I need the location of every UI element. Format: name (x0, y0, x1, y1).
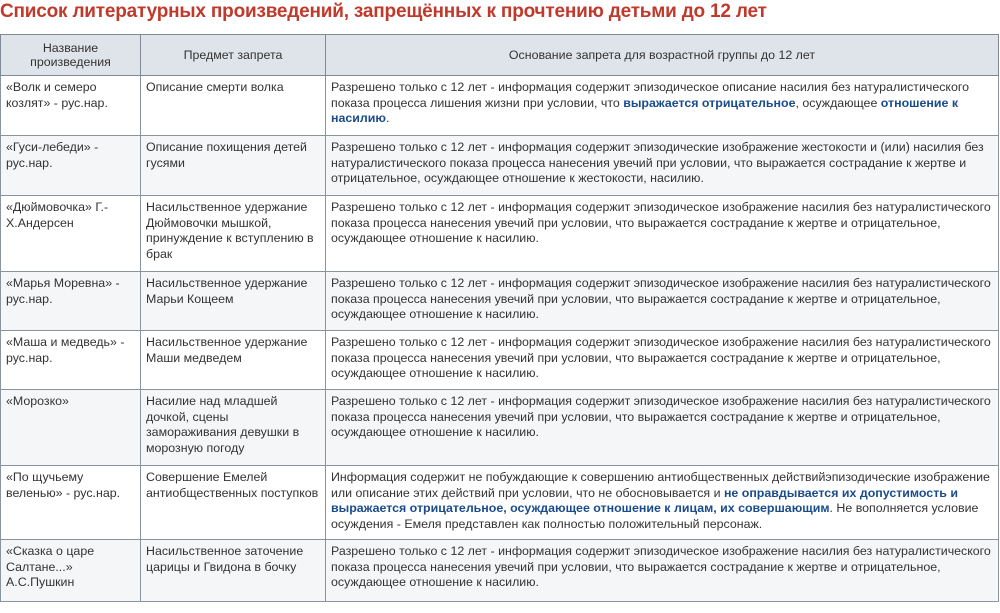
page-title: Список литературных произведений, запрещённых к прочтению детьми до 12 лет (0, 1, 767, 22)
ban-basis: Разрешено только с 12 лет - информация содержит эпизодическое изображение насилия без натуралистического показа процесса нанесения увечий при условии, что выражается сострадание к жертве и отрицательное, осуждающее отношение к насилию. (326, 272, 999, 331)
header-basis: Основание запрета для возрастной группы до 12 лет (326, 35, 999, 76)
ban-basis (326, 76, 999, 136)
ban-subject: Описание смерти волка (141, 76, 326, 136)
work-title: «Марья Моревна» - рус.нар. (1, 272, 141, 331)
basis-highlight: отношение к насилию (331, 95, 959, 125)
work-title: «Дюймовочка» Г.-Х.Андерсен (1, 196, 141, 272)
header-subject: Предмет запрета (141, 35, 326, 76)
ban-subject: Насильственное заточение царицы и Гвидона в бочку (141, 540, 326, 602)
ban-basis (326, 466, 999, 540)
basis-text: , осуждающее (795, 95, 881, 110)
table-row (1, 76, 999, 136)
basis-text: Информация содержит не побуждающие к совершению антиобщественных действийэпизодические изображение или описание этих действий при условии, что не обосновывается и (331, 470, 990, 500)
ban-basis: Разрешено только с 12 лет - информация содержит эпизодические изображение жестокости и (или) насилия без натуралистического показа процесса нанесения увечий при условии, что выражается сострадание к жертве и отрицательное, осуждающее отношение к жестокости, насилию. (326, 136, 999, 196)
work-title: «Морозко» (1, 390, 141, 466)
ban-basis: Разрешено только с 12 лет - информация содержит эпизодическое изображение насилия без натуралистического показа процесса нанесения увечий при условии, что выражается сострадание к жертве и отрицательное, осуждающее отношение к насилию. (326, 540, 999, 602)
ban-basis: Разрешено только с 12 лет - информация содержит эпизодическое изображение насилия без натуралистического показа процесса нанесения увечий при условии, что выражается сострадание к жертве и отрицательное, осуждающее отношение к насилию. (326, 331, 999, 390)
table-row (1, 196, 999, 272)
ban-subject: Описание похищения детей гусями (141, 136, 326, 196)
basis-highlight: выражается отрицательное (623, 95, 796, 110)
ban-subject: Насилие над младшей дочкой, сцены замораживания девушки в морозную погоду (141, 390, 326, 466)
basis-text: . (829, 501, 833, 515)
table-row (1, 540, 999, 602)
basis-text: Не вополняется условие осуждения - Емеля представлен как полностью положительный персонаж. (331, 501, 979, 531)
work-title: «По щучьему веленью» - рус.нар. (1, 466, 141, 540)
work-title: «Волк и семеро козлят» - рус.нар. (1, 76, 141, 136)
work-title: «Гуси-лебеди» - рус.нар. (1, 136, 141, 196)
ban-subject: Насильственное удержание Дюймовочки мышкой, принуждение к вступлению в брак (141, 196, 326, 272)
banned-works-table (0, 34, 999, 602)
table-row (1, 272, 999, 331)
ban-basis: Разрешено только с 12 лет - информация содержит эпизодическое изображение насилия без натуралистического показа процесса нанесения увечий при условии, что выражается сострадание к жертве и отрицательное, осуждающее отношение к насилию. (326, 196, 999, 272)
table-row (1, 331, 999, 390)
ban-subject: Насильственное удержание Марьи Кощеем (141, 272, 326, 331)
work-title: «Сказка о царе Салтане...» А.С.Пушкин (1, 540, 141, 602)
ban-basis: Разрешено только с 12 лет - информация содержит эпизодическое изображение насилия без натуралистического показа процесса нанесения увечий при условии, что выражается сострадание к жертве и отрицательное, осуждающее отношение к насилию. (326, 390, 999, 466)
table-row (1, 390, 999, 466)
work-title: «Маша и медведь» - рус.нар. (1, 331, 141, 390)
basis-highlight: не оправдывается их допустимость и выражается отрицательное, осуждающее отношение к лицам, их совершающим (331, 485, 958, 515)
ban-subject: Совершение Емелей антиобщественных поступков (141, 466, 326, 540)
basis-text: . (385, 111, 390, 125)
basis-text: Разрешено только с 12 лет - информация содержит эпизодическое описание насилия без натуралистического показа процесса лишения жизни при условии, что (331, 80, 970, 110)
ban-subject: Насильственное удержание Маши медведем (141, 331, 326, 390)
header-title: Название произведения (1, 35, 141, 76)
table-row (1, 466, 999, 540)
table-header-row (1, 35, 999, 76)
table-row (1, 136, 999, 196)
